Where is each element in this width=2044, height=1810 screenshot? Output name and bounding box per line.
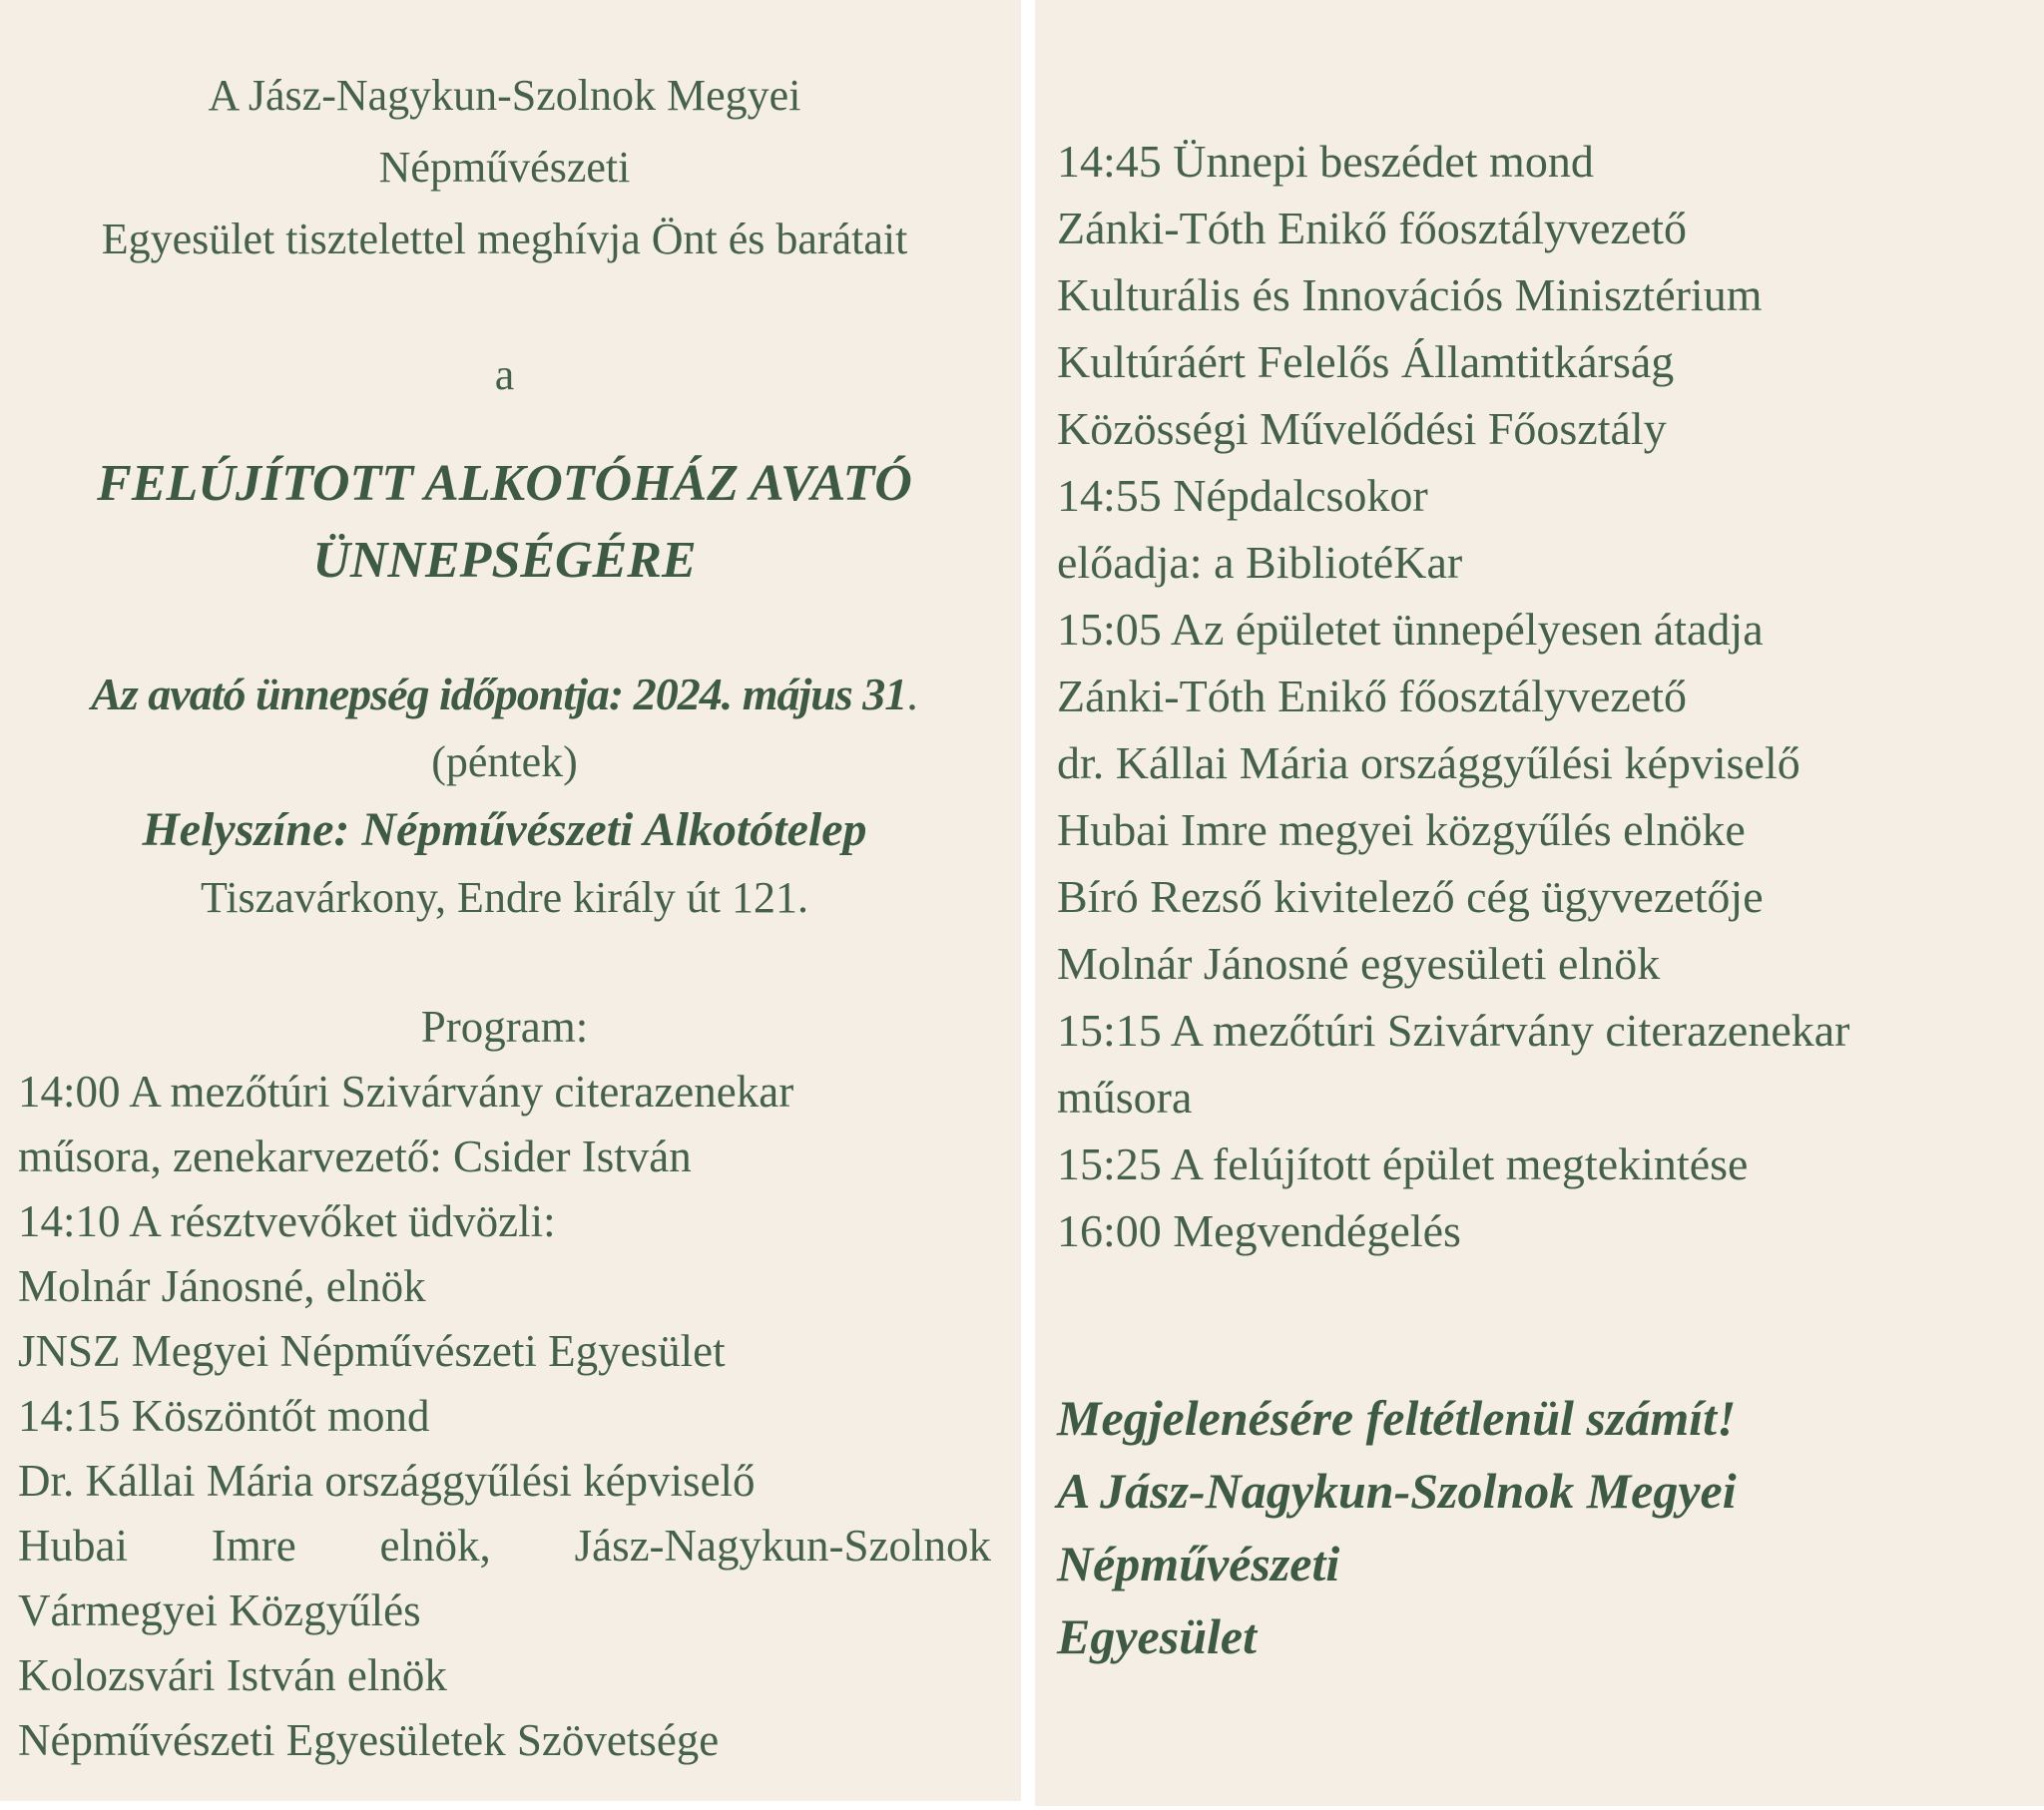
program-line: Kolozsvári István elnök: [18, 1650, 447, 1700]
schedule-line: előadja: a BibliotéKar: [1057, 537, 1463, 588]
schedule-line: Közösségi Művelődési Főosztály: [1057, 403, 1667, 454]
closing-line: Népművészeti: [1057, 1536, 1340, 1591]
program-line: 14:00 A mezőtúri Szivárvány citerazenekar: [18, 1067, 794, 1117]
event-title-line: FELÚJÍTOTT ALKOTÓHÁZ AVATÓ: [97, 455, 912, 512]
schedule-line: Kultúráért Felelős Államtitkárság: [1057, 336, 1675, 387]
event-venue-line: Helyszíne: Népművészeti Alkotótelep: [142, 803, 867, 856]
intro-block: [18, 60, 991, 275]
invitation-left-page: [0, 0, 1021, 1801]
program-line: Molnár Jánosné, elnök: [18, 1261, 426, 1311]
event-date-line: [18, 661, 991, 728]
schedule-line: műsora: [1057, 1072, 1193, 1123]
intro-line: Egyesület tisztelettel meghívja Önt és barátait: [101, 215, 908, 263]
program-line: Vármegyei Közgyűlés: [18, 1585, 421, 1635]
closing-line: A Jász-Nagykun-Szolnok Megyei: [1057, 1463, 1737, 1519]
intro-line: A Jász-Nagykun-Szolnok Megyei: [208, 71, 801, 120]
intro-line: Népművészeti: [378, 143, 631, 192]
event-title: [18, 445, 991, 599]
program-line: JNSZ Megyei Népművészeti Egyesület: [18, 1326, 726, 1376]
schedule-line: 15:05 Az épületet ünnepélyesen átadja: [1057, 604, 1764, 655]
invitation-right-page: [1035, 0, 2044, 1806]
program-list: [18, 1060, 991, 1773]
schedule-line: Zánki-Tóth Enikő főosztályvezető: [1057, 203, 1688, 253]
schedule-line: Kulturális és Innovációs Minisztérium: [1057, 269, 1763, 320]
closing-line: Megjelenésére feltétlenül számít!: [1057, 1390, 1737, 1446]
schedule-line: 15:25 A felújított épület megtekintése: [1057, 1138, 1749, 1189]
schedule-line: Hubai Imre megyei közgyűlés elnöke: [1057, 804, 1746, 855]
schedule-line: 14:55 Népdalcsokor: [1057, 470, 1428, 521]
program-line: Népművészeti Egyesületek Szövetsége: [18, 1715, 720, 1765]
program-line: 14:10 A résztvevőket üdvözli:: [18, 1196, 556, 1246]
schedule-line: 15:15 A mezőtúri Szivárvány citerazenekar: [1057, 1005, 1850, 1056]
schedule-line: Zánki-Tóth Enikő főosztályvezető: [1057, 671, 1688, 721]
program-line: műsora, zenekarvezető: Csider István: [18, 1131, 692, 1181]
schedule-line: Bíró Rezső kivitelező cég ügyvezetője: [1057, 871, 1764, 922]
schedule-line: 16:00 Megvendégelés: [1057, 1205, 1461, 1256]
program-line: Hubai Imre elnök, Jász-Nagykun-Szolnok: [18, 1521, 991, 1571]
event-details: [18, 661, 991, 932]
event-day-line: (péntek): [431, 737, 578, 786]
schedule-line: Molnár Jánosné egyesületi elnök: [1057, 938, 1661, 989]
closing-block: [1057, 1382, 2016, 1673]
program-heading: Program:: [420, 1002, 589, 1052]
schedule-line: dr. Kállai Mária országgyűlési képviselő: [1057, 737, 1800, 788]
schedule-line: 14:45 Ünnepi beszédet mond: [1057, 136, 1594, 187]
event-address-line: Tiszavárkony, Endre király út 121.: [201, 873, 808, 922]
event-date-text: Az avató ünnepség időpontja: 2024. május 31: [91, 669, 907, 719]
closing-line: Egyesület: [1057, 1608, 1257, 1664]
event-title-line: ÜNNEPSÉGÉRE: [312, 532, 697, 589]
article-a: a: [494, 350, 515, 399]
page-gutter: [1021, 0, 1035, 1810]
event-date-period: .: [906, 669, 918, 719]
program-line: 14:15 Köszöntőt mond: [18, 1391, 430, 1441]
schedule-list: [1057, 128, 2016, 1264]
program-line: Dr. Kállai Mária országgyűlési képviselő: [18, 1456, 756, 1506]
